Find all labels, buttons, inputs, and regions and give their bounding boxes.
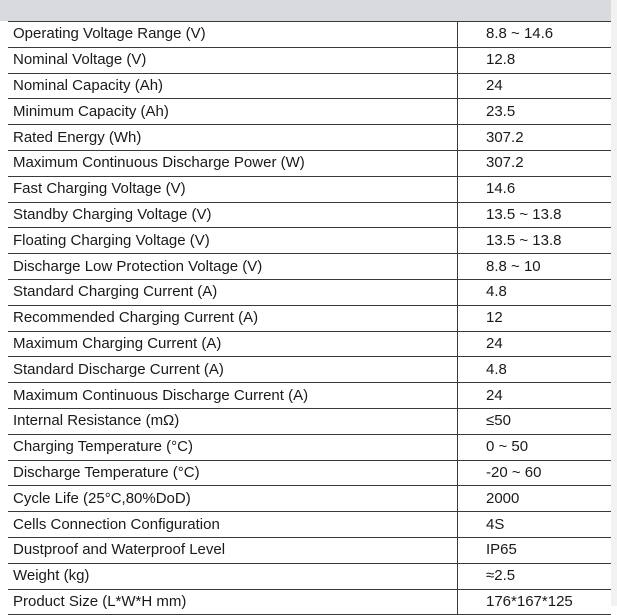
spec-table-body	[8, 22, 611, 615]
parameter-cell: Standard Discharge Current (A)	[8, 357, 458, 383]
parameter-cell: Maximum Continuous Discharge Power (W)	[8, 150, 458, 176]
value-cell: 13.5 ~ 13.8	[458, 228, 612, 254]
value-cell: 24	[458, 73, 612, 99]
table-row	[8, 228, 611, 254]
table-row	[8, 47, 611, 73]
value-cell: 23.5	[458, 99, 612, 125]
table-row	[8, 99, 611, 125]
value-cell: IP65	[458, 537, 612, 563]
value-cell: 307.2	[458, 150, 612, 176]
table-row	[8, 73, 611, 99]
table-row	[8, 383, 611, 409]
value-cell: 307.2	[458, 125, 612, 151]
parameter-cell: Cells Connection Configuration	[8, 512, 458, 538]
parameter-cell: Nominal Capacity (Ah)	[8, 73, 458, 99]
table-row	[8, 176, 611, 202]
table-row	[8, 408, 611, 434]
table-row	[8, 22, 611, 48]
value-cell: 12	[458, 305, 612, 331]
parameter-cell: Standard Charging Current (A)	[8, 279, 458, 305]
parameter-cell: Recommended Charging Current (A)	[8, 305, 458, 331]
value-cell: 0 ~ 50	[458, 434, 612, 460]
value-cell: 176*167*125	[458, 589, 612, 615]
table-row	[8, 537, 611, 563]
table-row	[8, 589, 611, 615]
table-row	[8, 150, 611, 176]
parameter-cell: Cycle Life (25°C,80%DoD)	[8, 486, 458, 512]
parameter-cell: Maximum Continuous Discharge Current (A)	[8, 383, 458, 409]
value-cell: 24	[458, 383, 612, 409]
value-cell: 4.8	[458, 279, 612, 305]
table-row	[8, 305, 611, 331]
value-cell: 8.8 ~ 10	[458, 254, 612, 280]
parameter-cell: Internal Resistance (mΩ)	[8, 408, 458, 434]
value-cell: 4.8	[458, 357, 612, 383]
value-cell: 13.5 ~ 13.8	[458, 202, 612, 228]
value-cell: 12.8	[458, 47, 612, 73]
table-row	[8, 512, 611, 538]
value-cell: 8.8 ~ 14.6	[458, 22, 612, 48]
parameter-cell: Rated Energy (Wh)	[8, 125, 458, 151]
value-cell: 4S	[458, 512, 612, 538]
parameter-cell: Floating Charging Voltage (V)	[8, 228, 458, 254]
value-cell: 2000	[458, 486, 612, 512]
parameter-cell: Standby Charging Voltage (V)	[8, 202, 458, 228]
table-row	[8, 331, 611, 357]
parameter-cell: Discharge Temperature (°C)	[8, 460, 458, 486]
parameter-cell: Charging Temperature (°C)	[8, 434, 458, 460]
table-row	[8, 279, 611, 305]
value-cell: ≤50	[458, 408, 612, 434]
value-cell: ≈2.5	[458, 563, 612, 589]
table-row	[8, 460, 611, 486]
page-edge	[611, 0, 617, 606]
parameter-cell: Operating Voltage Range (V)	[8, 22, 458, 48]
table-row	[8, 254, 611, 280]
value-cell: 24	[458, 331, 612, 357]
table-row	[8, 486, 611, 512]
parameter-cell: Maximum Charging Current (A)	[8, 331, 458, 357]
table-row	[8, 563, 611, 589]
parameter-cell: Discharge Low Protection Voltage (V)	[8, 254, 458, 280]
parameter-cell: Nominal Voltage (V)	[8, 47, 458, 73]
parameter-cell: Product Size (L*W*H mm)	[8, 589, 458, 615]
parameter-cell: Minimum Capacity (Ah)	[8, 99, 458, 125]
table-row	[8, 357, 611, 383]
value-cell: 14.6	[458, 176, 612, 202]
table-row	[8, 434, 611, 460]
spec-table	[8, 21, 611, 615]
parameter-cell: Weight (kg)	[8, 563, 458, 589]
value-cell: -20 ~ 60	[458, 460, 612, 486]
parameter-cell: Dustproof and Waterproof Level	[8, 537, 458, 563]
parameter-cell: Fast Charging Voltage (V)	[8, 176, 458, 202]
table-row	[8, 202, 611, 228]
table-row	[8, 125, 611, 151]
header-band	[0, 0, 611, 21]
